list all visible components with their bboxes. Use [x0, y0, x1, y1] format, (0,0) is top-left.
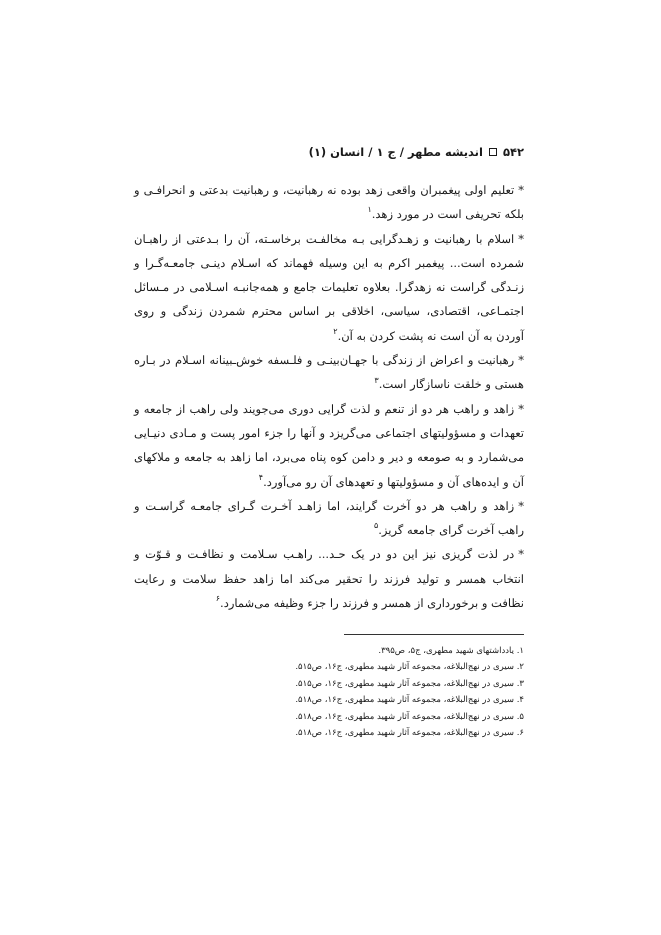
square-bullet-icon — [489, 148, 497, 156]
footnote-reference[interactable]: ۲ — [333, 326, 338, 336]
footnote-reference[interactable]: ۴ — [258, 472, 264, 482]
page-number: ۵۴۲ — [502, 145, 524, 159]
footnote-reference[interactable]: ۵ — [373, 521, 379, 531]
footnote-item: ۴. سیری در نهج‌البلاغه، مجموعه آثار شهید مطهری، ج۱۶، ص۵۱۸. — [295, 695, 524, 706]
paragraph — [134, 494, 524, 543]
star-bullet: * — [518, 231, 524, 246]
paragraph — [134, 178, 524, 227]
star-bullet: * — [518, 547, 524, 562]
star-bullet: * — [518, 498, 524, 513]
paragraph-text: زاهد و راهب هر دو آخرت گرایند، اما زاهـد آخـرت گـرای جامعـه گراسـت و راهب آخرت گرای جامعه گریز. — [134, 498, 524, 538]
paragraph — [134, 227, 524, 348]
paragraph — [134, 348, 524, 397]
paragraph-text: رهبانیت و اعراض از زندگی با جهـان‌بینـی و فلـسفه خوش‌ـبینانه اسـلام در بـاره هستی و خلقت ناسازگار است. — [134, 353, 524, 392]
running-header — [134, 145, 524, 159]
footnote-item: ۵. سیری در نهج‌البلاغه، مجموعه آثار شهید مطهری، ج۱۶، ص۵۱۸. — [295, 711, 524, 722]
footnote-item: ۱. یادداشتهای شهید مطهری، ج۵، ص۳۹۵. — [378, 646, 524, 656]
paragraph-text: در لذت گریزی نیز این دو در یک حـد... راهـب سـلامت و نظافـت و قـوّت و انتخاب همسر و تولید فرزند را تحقیر می‌کند اما زاهد حفظ سلامت و رعایت نظافت و برخورداری از همسر و فرزند را جزء وظیفه می‌شمارد. — [134, 547, 524, 611]
footnote-reference[interactable]: ۱ — [367, 205, 372, 215]
paragraph-text: تعلیم اولی پیغمبران واقعی زهد بوده نه رهبانیت، و رهبانیت بدعتی و انحرافـی و بلکه تحریفی است در مورد زهد. — [134, 183, 524, 222]
main-text — [134, 178, 524, 615]
running-title: اندیشه مطهر / ج ۱ / انسان (۱) — [308, 145, 483, 159]
footnote-reference[interactable]: ۶ — [215, 594, 221, 604]
footnote-divider — [344, 634, 524, 635]
footnote-item: ۳. سیری در نهج‌البلاغه، مجموعه آثار شهید مطهری، ج۱۶، ص۵۱۵. — [295, 678, 524, 689]
paragraph — [134, 542, 524, 615]
footnote-item: ۲. سیری در نهج‌البلاغه، مجموعه آثار شهید مطهری، ج۱۶، ص۵۱۵. — [295, 662, 524, 673]
paragraph-text: زاهد و راهب هر دو از تنعم و لذت گرایی دوری می‌جویند ولی راهب از جامعه و تعهدات و مسؤولیتهای اجتماعی می‌گریزد و آنها را جزء امور پست و مـادی دنیـایی می‌شمارد و به صومعه و دیر و دامن کوه پناه می‌برد، اما زاهد به جامعه و ملاکهای آن و ایده‌های آن و مسؤولیتها و تعهدهای آن رو می‌آورد. — [134, 401, 524, 489]
star-bullet: * — [518, 353, 524, 368]
star-bullet: * — [518, 183, 524, 197]
paragraph — [134, 397, 524, 494]
footnote-item: ۶. سیری در نهج‌البلاغه، مجموعه آثار شهید مطهری، ج۱۶، ص۵۱۸. — [295, 728, 524, 739]
star-bullet: * — [518, 401, 524, 416]
footnote-reference[interactable]: ۳ — [374, 375, 379, 385]
footnotes-list — [134, 643, 524, 741]
paragraph-text: اسلام با رهبانیت و زهـدگرایی بـه مخالفـت برخاسـته، آن را بـدعتی از راهبـان شمرده است... پیغمبر اکرم به این وسیله فهماند که اسـلام دینـی جامعـه‌گـرا و زنـدگی گراست نه زهدگرا. بعلاوه تعلیمات جامع و همه‌جانبـه اسـلامی در مـسائل اجتمـاعی، اقتصادی، سیاسی، اخلاقی بر اساس محترم شمردن زندگی و روی آوردن به آن است نه پشت کردن به آن. — [134, 231, 524, 343]
